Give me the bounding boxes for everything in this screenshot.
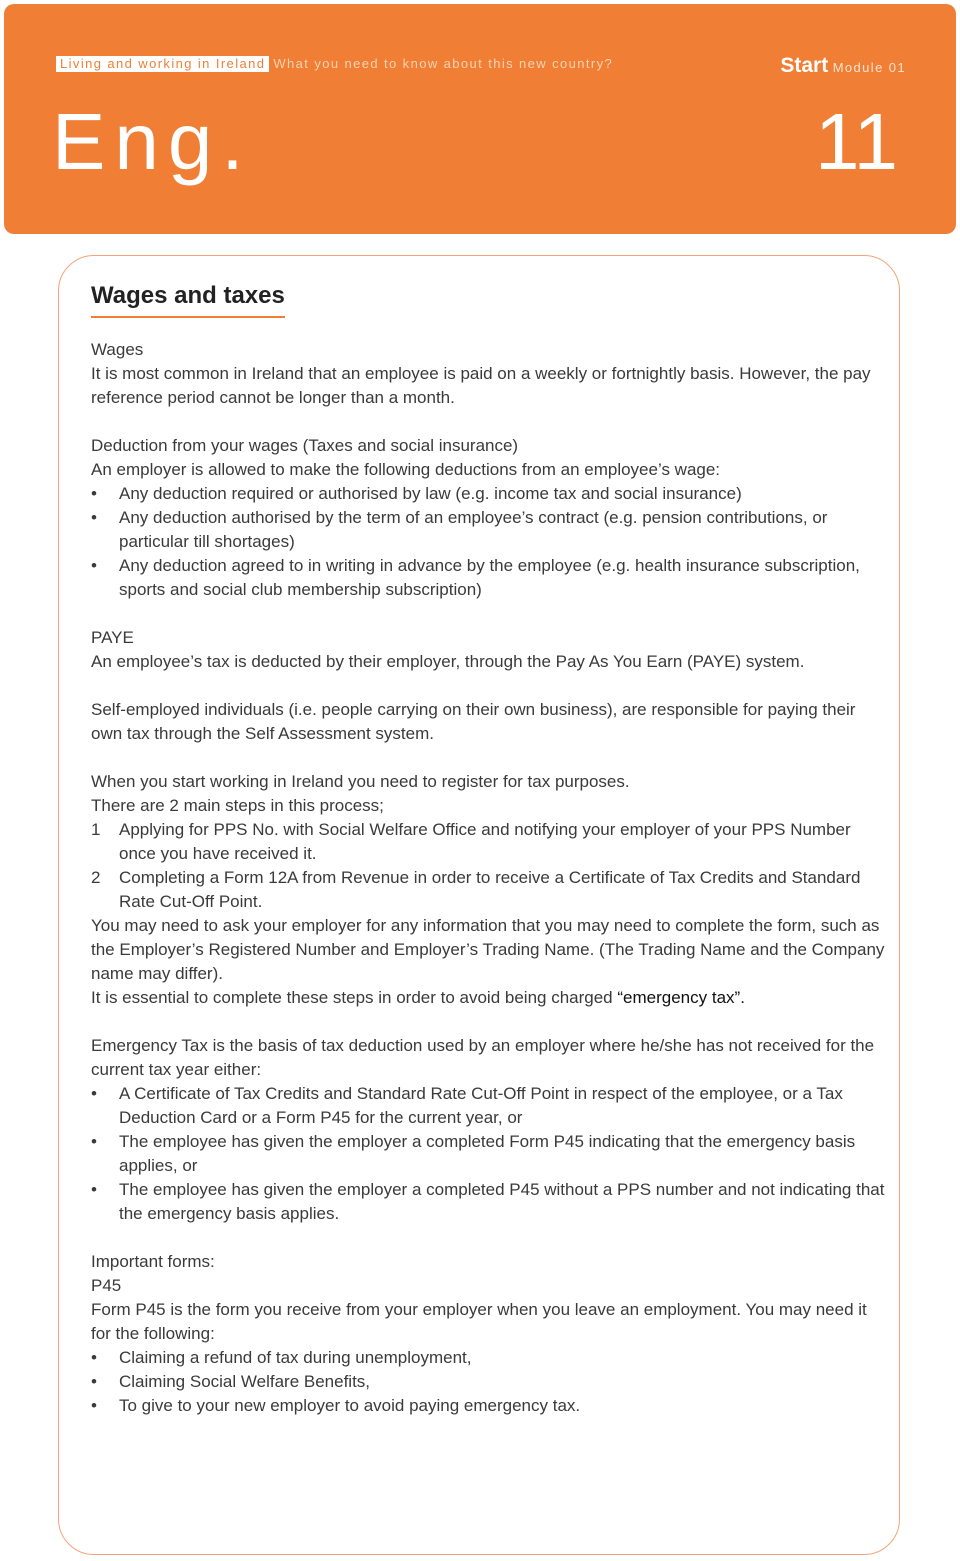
article-content <box>91 278 891 1418</box>
start-label: Start <box>780 54 829 77</box>
self-employed-text: Self-employed individuals (i.e. people carrying on their own business), are responsible for paying their own tax through the Self Assessment system. <box>91 700 856 743</box>
paye-heading: PAYE <box>91 628 134 647</box>
emergency-list <box>91 1082 891 1226</box>
list-item: • Claiming Social Welfare Benefits, <box>91 1370 891 1394</box>
list-item <box>91 866 891 914</box>
deductions-list <box>91 482 891 602</box>
header-tagline: What you need to know about this new country? <box>273 56 614 71</box>
emergency-intro: Emergency Tax is the basis of tax deduction used by an employer where he/she has not received for the current tax year either: <box>91 1036 875 1079</box>
essential-text: It is essential to complete these steps in order to avoid being charged <box>91 988 618 1007</box>
deductions-heading: Deduction from your wages (Taxes and social insurance) <box>91 436 519 455</box>
wages-heading: Wages <box>91 340 144 359</box>
list-item: • Any deduction authorised by the term of an employee’s contract (e.g. pension contributions, or particular till shortages) <box>91 506 891 554</box>
forms-heading: Important forms: <box>91 1252 215 1271</box>
register-info: You may need to ask your employer for any information that you may need to complete the form, such as the Employer’s Registered Number and Employer’s Trading Name. (The Trading Name and the Company name may differ). <box>91 916 885 983</box>
forms-list <box>91 1346 891 1418</box>
list-item: • To give to your new employer to avoid paying emergency tax. <box>91 1394 891 1418</box>
step-text: Applying for PPS No. with Social Welfare Office and notifying your employer of your PPS Number once you have received it. <box>119 820 851 863</box>
article-title: Wages and taxes <box>91 278 285 318</box>
list-item: • Any deduction agreed to in writing in advance by the employee (e.g. health insurance subscription, sports and social club membership subscription) <box>91 554 891 602</box>
wages-text: It is most common in Ireland that an employee is paid on a weekly or fortnightly basis. However, the pay reference period cannot be longer than a month. <box>91 364 871 407</box>
steps-list <box>91 818 891 914</box>
list-item: • A Certificate of Tax Credits and Standard Rate Cut-Off Point in respect of the employee, or a Tax Deduction Card or a Form P45 for the current year, or <box>91 1082 891 1130</box>
module-label <box>780 54 906 78</box>
forms-subheading: P45 <box>91 1276 122 1295</box>
language-code: Eng. <box>52 97 253 186</box>
page-number: 11 <box>814 97 898 186</box>
paye-text: An employee’s tax is deducted by their employer, through the Pay As You Earn (PAYE) system. <box>91 652 805 671</box>
forms-text: Form P45 is the form you receive from your employer when you leave an employment. You may need it for the following: <box>91 1300 867 1343</box>
register-line-1: When you start working in Ireland you need to register for tax purposes. <box>91 772 630 791</box>
step-number: 1 <box>91 820 101 839</box>
list-item: • The employee has given the employer a completed P45 without a PPS number and not indicating that the emergency basis applies. <box>91 1178 891 1226</box>
list-item: • Any deduction required or authorised by law (e.g. income tax and social insurance) <box>91 482 891 506</box>
site-tag: Living and working in Ireland <box>56 56 269 72</box>
list-item <box>91 818 891 866</box>
header-top-line <box>56 56 613 72</box>
deductions-intro: An employer is allowed to make the following deductions from an employee’s wage: <box>91 460 721 479</box>
module-number: Module 01 <box>832 60 906 75</box>
list-item: • Claiming a refund of tax during unemployment, <box>91 1346 891 1370</box>
emergency-tax-emphasis: “emergency tax”. <box>617 988 745 1007</box>
list-item: • The employee has given the employer a completed Form P45 indicating that the emergency basis applies, or <box>91 1130 891 1178</box>
step-text: Completing a Form 12A from Revenue in order to receive a Certificate of Tax Credits and Standard Rate Cut-Off Point. <box>119 868 861 911</box>
register-essential <box>91 986 891 1010</box>
step-number: 2 <box>91 868 101 887</box>
register-line-2: There are 2 main steps in this process; <box>91 796 384 815</box>
